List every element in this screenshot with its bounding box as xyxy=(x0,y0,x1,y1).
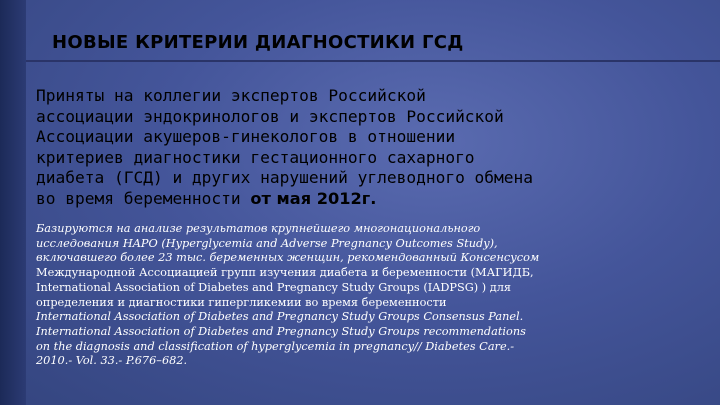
reference-text xyxy=(36,222,714,369)
ref-line-3: включавшего более 23 тыс. беременных женщин, рекомендованный Консенсусом xyxy=(36,251,540,265)
ref-line-5: International Association of Diabetes and Pregnancy Study Groups (IADPSG) ) для xyxy=(36,280,512,294)
left-stripe xyxy=(0,0,26,405)
ref-line-6: определения и диагностики гипергликемии во время беременности xyxy=(36,295,447,309)
main-line-5: диабета (ГСД) и других нарушений углеводного обмена xyxy=(36,168,534,187)
main-line-2: ассоциации эндокринологов и экспертов Российской xyxy=(36,106,504,126)
ref-line-1: Базируются на анализе результатов крупнейшего многонационального xyxy=(36,222,481,235)
main-line-3: Ассоциации акушеров-гинекологов в отношении xyxy=(36,127,456,146)
main-line-6 xyxy=(36,189,714,210)
main-line-4: критериев диагностики гестационного сахарного xyxy=(36,147,475,167)
ref-line-2: исследования HAPO (Hyperglycemia and Adverse Pregnancy Outcomes Study), xyxy=(36,236,498,250)
ref-line-7: International Association of Diabetes and Pregnancy Study Groups Consensus Panel. xyxy=(36,310,524,324)
main-statement xyxy=(36,86,714,209)
main-last-prefix: во время беременности xyxy=(36,188,241,208)
slide-title: НОВЫЕ КРИТЕРИИ ДИАГНОСТИКИ ГСД xyxy=(52,32,464,53)
main-date: от мая 2012г. xyxy=(250,188,377,208)
ref-line-9: on the diagnosis and classification of hyperglycemia in pregnancy// Diabetes Care.- xyxy=(36,339,515,353)
main-line-1: Приняты на коллегии экспертов Российской xyxy=(36,86,426,105)
ref-line-4: Международной Ассоциацией групп изучения диабета и беременности (МАГИДБ, xyxy=(36,266,534,280)
title-divider xyxy=(26,60,720,62)
ref-line-10: 2010.- Vol. 33.- P.676–682. xyxy=(36,354,188,368)
ref-line-8: International Association of Diabetes and Pregnancy Study Groups recommendations xyxy=(36,324,526,338)
